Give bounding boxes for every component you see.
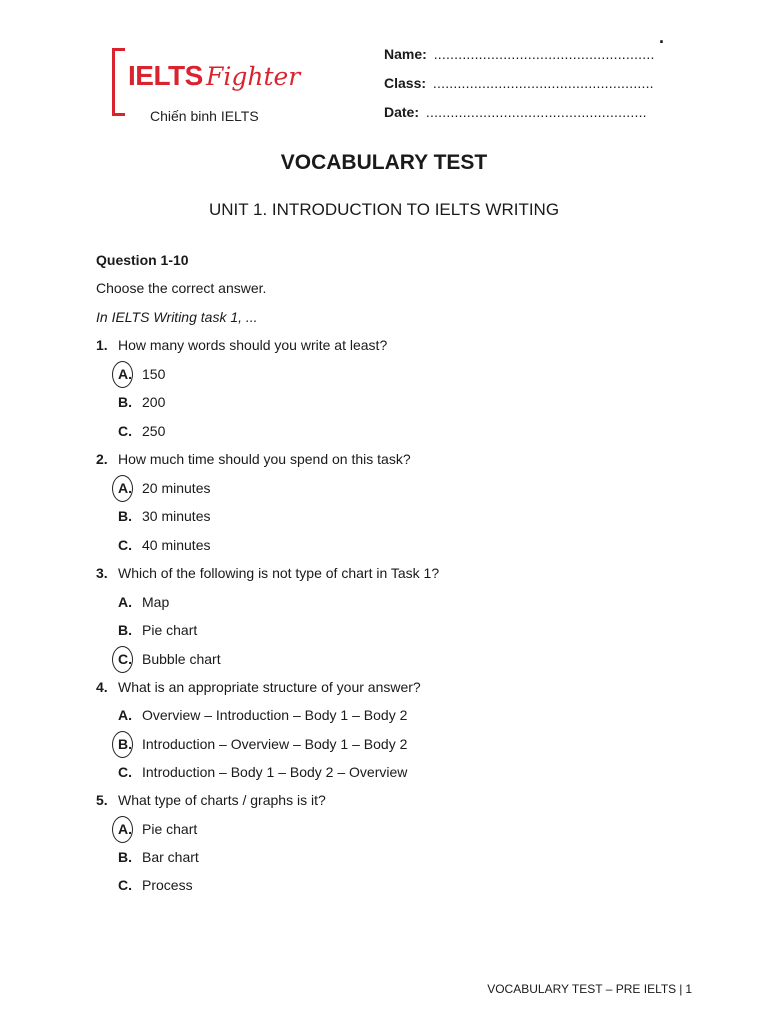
q4-option-c[interactable]	[118, 764, 407, 780]
answer-circle	[112, 816, 133, 843]
section-context: In IELTS Writing task 1, ...	[96, 309, 258, 325]
option-text: 200	[142, 394, 166, 410]
q1-option-c[interactable]	[118, 423, 165, 439]
q5-option-b[interactable]	[118, 849, 199, 865]
option-letter: B.	[118, 736, 142, 752]
name-label: Name:	[384, 46, 427, 62]
question-5	[96, 792, 326, 808]
option-letter: C.	[118, 877, 132, 893]
q3-option-c[interactable]	[118, 651, 221, 667]
q3-option-b[interactable]	[118, 622, 197, 638]
question-3	[96, 565, 439, 581]
q4-option-a[interactable]	[118, 707, 407, 723]
option-text: Map	[142, 594, 170, 610]
class-blank: ......................................................	[432, 75, 654, 91]
page-footer	[487, 982, 692, 996]
option-letter: A.	[118, 366, 142, 382]
option-text: 150	[142, 366, 166, 382]
q2-option-c[interactable]	[118, 537, 210, 553]
option-text: Overview – Introduction – Body 1 – Body 2	[142, 707, 408, 723]
option-text: Introduction – Overview – Body 1 – Body 2	[142, 736, 408, 752]
question-2	[96, 451, 411, 467]
class-field	[384, 75, 655, 104]
question-4	[96, 679, 421, 695]
option-letter: A.	[118, 821, 142, 837]
footer-text: VOCABULARY TEST – PRE IELTS	[487, 982, 677, 996]
section-heading: Question 1-10	[96, 252, 189, 268]
option-text: Pie chart	[142, 821, 198, 837]
question-1	[96, 337, 387, 353]
question-number: 4.	[96, 679, 108, 695]
logo-bracket	[112, 48, 125, 116]
class-label: Class:	[384, 75, 427, 91]
question-text: How much time should you spend on this task?	[118, 451, 411, 467]
q5-option-c[interactable]	[118, 877, 193, 893]
section-instruction: Choose the correct answer.	[96, 280, 267, 296]
logo-script-text: Fighter	[206, 62, 301, 91]
question-text: What type of charts / graphs is it?	[118, 792, 326, 808]
option-letter: C.	[118, 764, 132, 780]
option-letter: C.	[118, 537, 132, 553]
page-title: VOCABULARY TEST	[280, 151, 488, 174]
answer-circle	[112, 475, 133, 502]
option-text: 40 minutes	[142, 537, 211, 553]
name-field	[384, 46, 655, 75]
q4-option-b[interactable]	[118, 736, 407, 752]
question-number: 1.	[96, 337, 108, 353]
option-letter: C.	[118, 423, 132, 439]
question-number: 5.	[96, 792, 108, 808]
page-number: 1	[685, 982, 692, 996]
date-label: Date:	[384, 104, 420, 120]
option-text: Introduction – Body 1 – Body 2 – Overview	[142, 764, 408, 780]
q5-option-a[interactable]	[118, 821, 197, 837]
option-text: 30 minutes	[142, 508, 211, 524]
answer-circle	[112, 646, 133, 673]
q3-option-a[interactable]	[118, 594, 169, 610]
logo-subtitle: Chiến binh IELTS	[150, 108, 259, 124]
q1-option-a[interactable]	[118, 366, 165, 382]
option-letter: B.	[118, 394, 132, 410]
option-text: Pie chart	[142, 622, 198, 638]
logo-main-text: IELTS	[128, 60, 203, 91]
option-letter: A.	[118, 594, 132, 610]
question-text: How many words should you write at least?	[118, 337, 388, 353]
q1-option-b[interactable]	[118, 394, 165, 410]
ielts-fighter-logo	[108, 46, 308, 132]
option-letter: B.	[118, 622, 132, 638]
option-letter: A.	[118, 480, 142, 496]
footer-separator: |	[679, 982, 683, 996]
question-text: What is an appropriate structure of your answer?	[118, 679, 421, 695]
option-text: Bubble chart	[142, 651, 221, 667]
q2-option-a[interactable]	[118, 480, 210, 496]
answer-circle	[112, 361, 133, 388]
option-letter: A.	[118, 707, 132, 723]
q2-option-b[interactable]	[118, 508, 210, 524]
option-letter: C.	[118, 651, 142, 667]
option-letter: B.	[118, 849, 132, 865]
unit-subtitle: UNIT 1. INTRODUCTION TO IELTS WRITING	[208, 200, 560, 219]
option-letter: B.	[118, 508, 132, 524]
date-field	[384, 104, 655, 133]
name-blank: ......................................................	[433, 46, 655, 62]
option-text: 250	[142, 423, 166, 439]
question-text: Which of the following is not type of chart in Task 1?	[118, 565, 440, 581]
question-number: 3.	[96, 565, 108, 581]
answer-circle	[112, 731, 133, 758]
date-blank: ......................................................	[425, 104, 647, 120]
option-text: Process	[142, 877, 193, 893]
student-info-fields	[384, 46, 655, 133]
question-number: 2.	[96, 451, 108, 467]
option-text: Bar chart	[142, 849, 199, 865]
corner-mark: .	[659, 27, 665, 47]
option-text: 20 minutes	[142, 480, 211, 496]
